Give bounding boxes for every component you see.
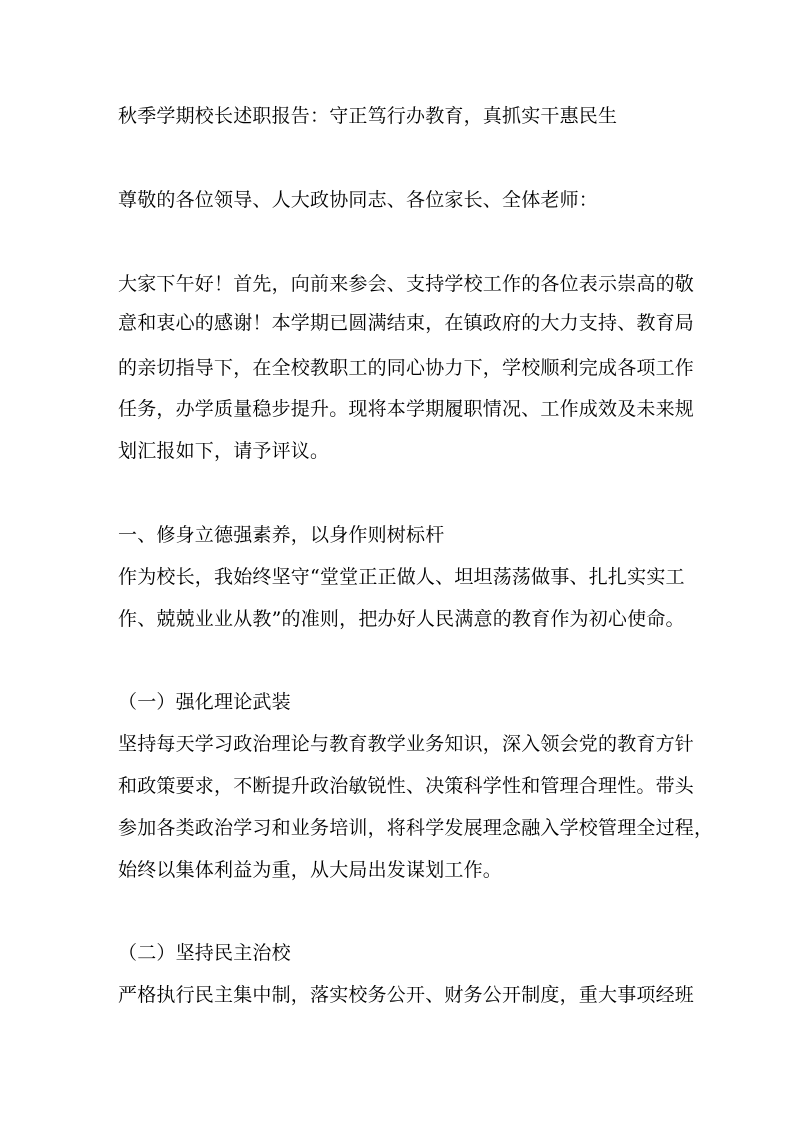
intro-line: 意和衷心的感谢！本学期已圆满结束，在镇政府的大力支持、教育局 — [118, 312, 695, 334]
subsection-heading: （二）坚持民主治校 — [118, 942, 291, 964]
subsection-body-line: 参加各类政治学习和业务培训，将科学发展理念融入学校管理全过程， — [118, 817, 714, 839]
intro-line: 的亲切指导下，在全校教职工的同心协力下，学校顺利完成各项工作 — [118, 357, 695, 379]
salutation: 尊敬的各位领导、人大政协同志、各位家长、全体老师： — [118, 189, 599, 211]
subsection-body-line: 始终以集体利益为重，从大局出发谋划工作。 — [118, 859, 503, 881]
subsection-heading: （一）强化理论武装 — [118, 691, 291, 713]
intro-line: 任务，办学质量稳步提升。现将本学期履职情况、工作成效及未来规 — [118, 398, 695, 420]
section-body-line: 作为校长，我始终坚守“堂堂正正做人、坦坦荡荡做事、扎扎实实工 — [118, 566, 685, 588]
section-body-line: 作、兢兢业业从教”的准则，把办好人民满意的教育作为初心使命。 — [118, 608, 685, 630]
intro-line: 划汇报如下，请予评议。 — [118, 440, 330, 462]
subsection-body-line: 坚持每天学习政治理论与教育教学业务知识，深入领会党的教育方针 — [118, 733, 695, 755]
subsection-body-line: 严格执行民主集中制，落实校务公开、财务公开制度，重大事项经班 — [118, 984, 695, 1006]
subsection-body-line: 和政策要求，不断提升政治敏锐性、决策科学性和管理合理性。带头 — [118, 775, 695, 797]
intro-line: 大家下午好！首先，向前来参会、支持学校工作的各位表示崇高的敬 — [118, 273, 695, 295]
document-title: 秋季学期校长述职报告：守正笃行办教育，真抓实干惠民生 — [118, 105, 618, 127]
section-heading: 一、修身立德强素养，以身作则树标杆 — [118, 524, 445, 546]
